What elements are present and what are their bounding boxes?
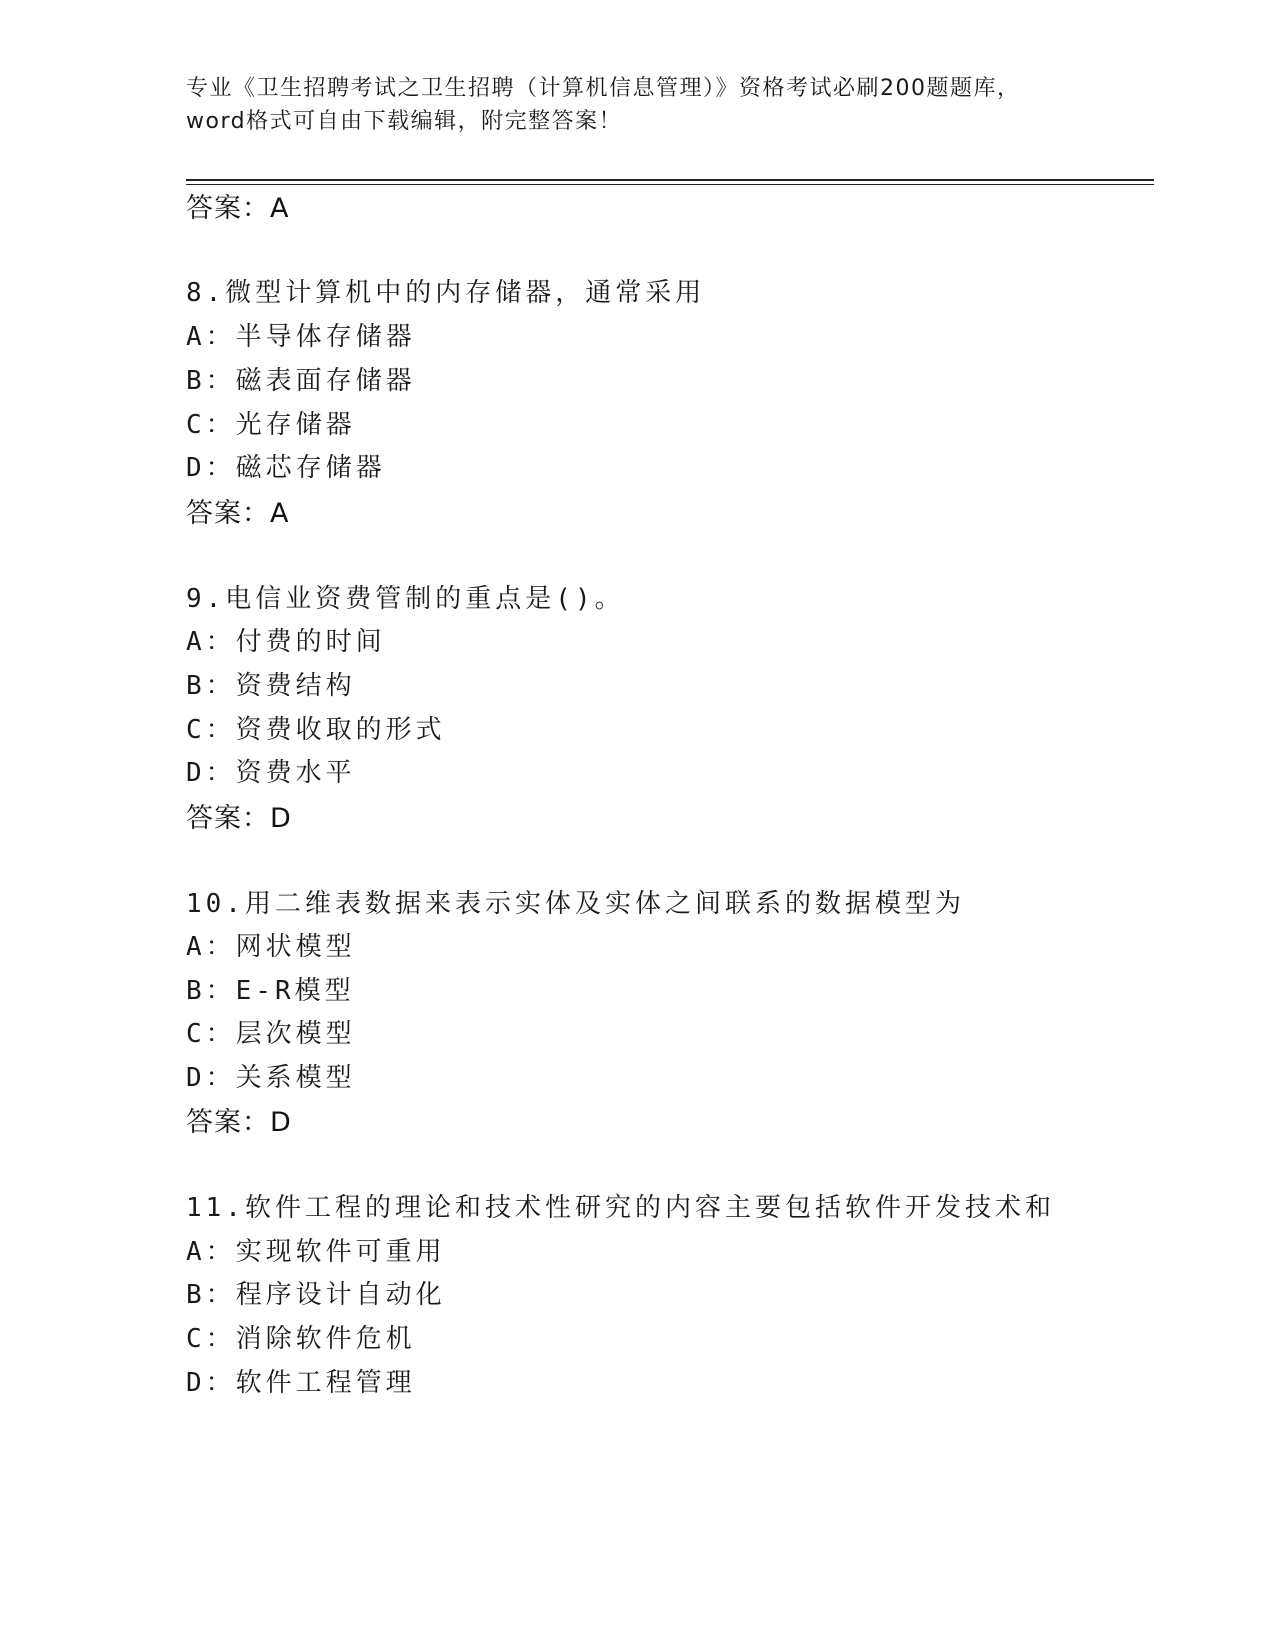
option-a: A：半导体存储器 [186, 322, 416, 352]
document-header [186, 72, 1086, 138]
answer-line: 答案：A [186, 498, 290, 529]
question-stem: 8.微型计算机中的内存储器，通常采用 [186, 278, 706, 308]
option-a: A：付费的时间 [186, 627, 386, 657]
header-line-2: word格式可自由下载编辑，附完整答案！ [186, 109, 623, 134]
header-divider [186, 179, 1154, 185]
option-d: D：关系模型 [186, 1063, 356, 1093]
option-b: B：程序设计自动化 [186, 1280, 446, 1310]
option-b: B：E-R模型 [186, 976, 355, 1006]
option-a: A：网状模型 [186, 932, 356, 962]
option-d: D：软件工程管理 [186, 1368, 416, 1398]
answer-line: 答案：D [186, 1107, 292, 1138]
answer-line: 答案：D [186, 803, 292, 834]
answer-line: 答案：A [186, 193, 290, 224]
option-a: A：实现软件可重用 [186, 1237, 446, 1267]
header-line-1: 专业《卫生招聘考试之卫生招聘（计算机信息管理）》资格考试必刷200题题库， [186, 76, 1021, 101]
option-d: D：磁芯存储器 [186, 453, 386, 483]
option-b: B：磁表面存储器 [186, 366, 416, 396]
option-c: C：消除软件危机 [186, 1324, 416, 1354]
question-stem: 11.软件工程的理论和技术性研究的内容主要包括软件开发技术和 [186, 1193, 1055, 1223]
option-d: D：资费水平 [186, 758, 356, 788]
question-stem: 10.用二维表数据来表示实体及实体之间联系的数据模型为 [186, 889, 965, 919]
option-b: B：资费结构 [186, 671, 356, 701]
question-stem: 9.电信业资费管制的重点是()。 [186, 584, 625, 614]
option-c: C：层次模型 [186, 1019, 356, 1049]
option-c: C：资费收取的形式 [186, 715, 446, 745]
option-c: C：光存储器 [186, 410, 356, 440]
